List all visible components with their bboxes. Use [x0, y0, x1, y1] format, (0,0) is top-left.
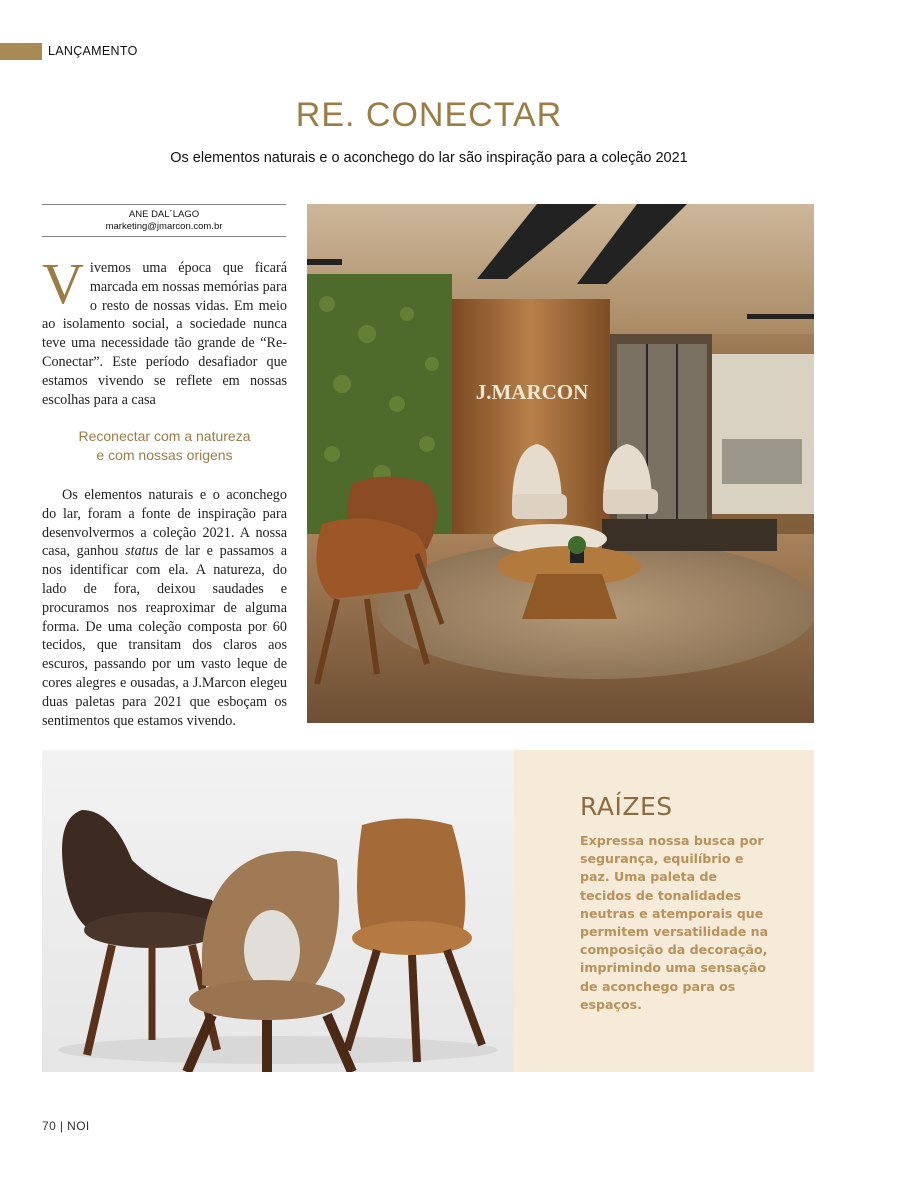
body-text-emphasis: status	[125, 543, 159, 560]
byline	[42, 204, 286, 237]
section-bar	[0, 43, 42, 60]
author-email[interactable]: marketing@jmarcon.com.br	[105, 221, 223, 232]
article-title: RE. CONECTAR	[295, 96, 563, 134]
raizes-title: RAÍZES	[580, 792, 673, 821]
chairs-photo	[42, 750, 514, 1072]
article-subtitle: Os elementos naturais e o aconchego do lar são inspiração para a coleção 2021	[170, 150, 688, 166]
lobby-photo	[307, 204, 814, 723]
body-paragraph	[42, 486, 287, 730]
lobby-illustration	[307, 204, 814, 723]
pull-quote-line-1: Reconectar com a natureza	[78, 428, 251, 444]
wall-sign-text: J.MARCON	[475, 380, 589, 404]
body-text-a: Os elementos naturais e o aconchego do lar, foram a fonte de inspiração para desenvolvermos a coleção 2021. A nossa casa, ganhou	[42, 487, 287, 560]
intro-paragraph	[42, 251, 287, 409]
body-text-b: de lar e passamos a nos identificar com ela. A natureza, do lado de fora, deixou saudades e procuramos nos reaproximar de alguma forma. De uma coleção composta por 60 tecidos, que transitam dos claros aos escuros, passando por um vasto leque de cores alegres e ousadas, a J.Marcon elegeu duas paletas para 2021 que esboçam os sentimentos que estamos vivendo.	[42, 543, 287, 729]
pull-quote-line-2: e com nossas origens	[96, 447, 233, 463]
page-footer: 70 | NOI	[42, 1119, 90, 1133]
author-name: ANE DAL´LAGO	[128, 209, 200, 220]
drop-cap: V	[42, 251, 84, 316]
section-label: LANÇAMENTO	[48, 44, 138, 58]
raizes-description: Expressa nossa busca por segurança, equilíbrio e paz. Uma paleta de tecidos de tonalidades neutras e atemporais que permitem versatilidade na composição da decoração, imprimindo uma sensação de aconchego para os espaços.	[580, 833, 769, 1012]
pull-quote	[42, 427, 287, 465]
intro-text: ivemos uma época que ficará marcada em nossas memórias para o resto de nossas vidas. Em meio ao isolamento social, a sociedade nunca teve uma necessidade tão grande de “Re-Conectar”. Este período desafiador que estamos vivendo se reflete em nossas escolhas para a casa	[42, 260, 287, 408]
chairs-illustration	[42, 750, 514, 1072]
